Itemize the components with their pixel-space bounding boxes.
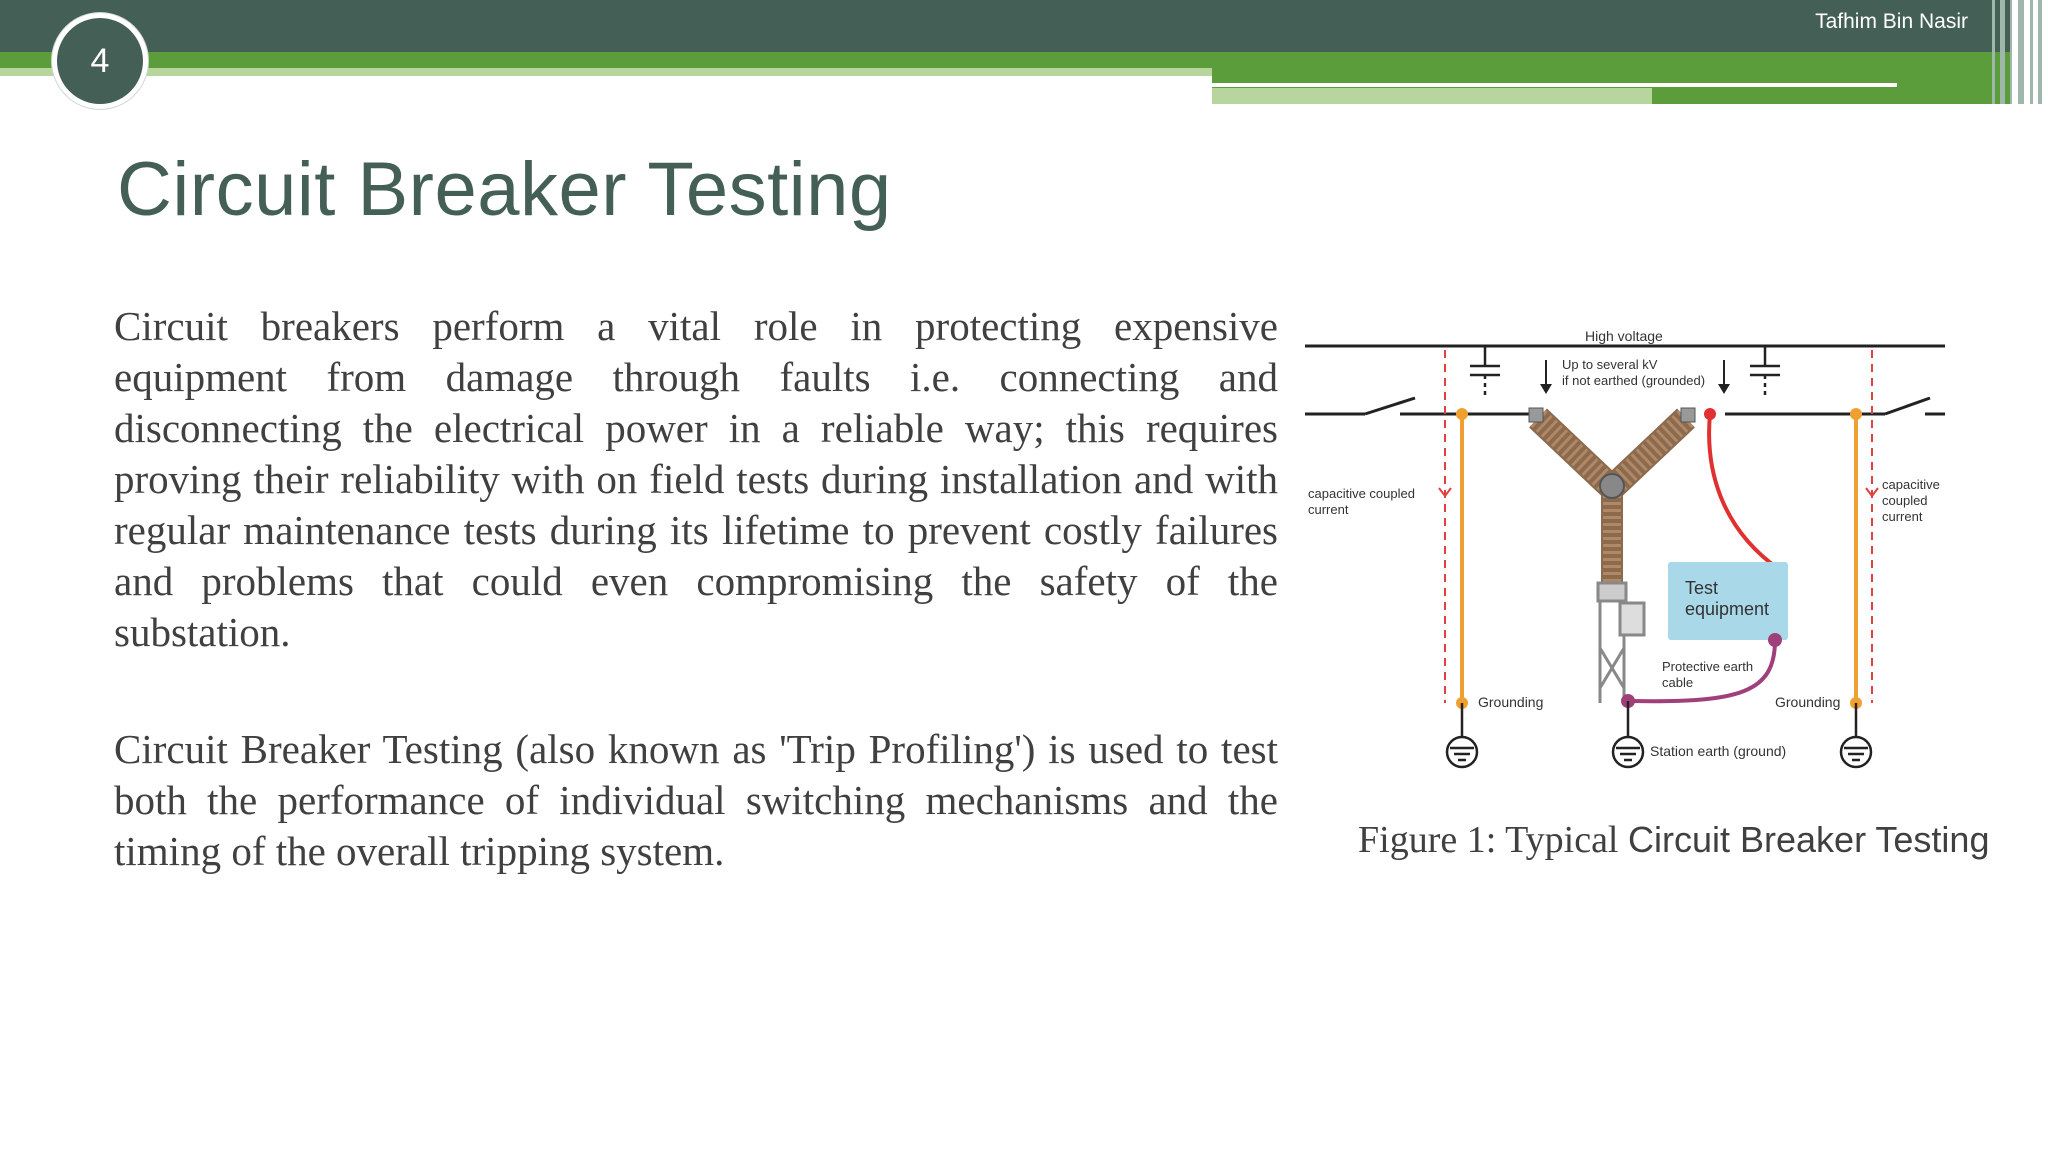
circuit-breaker-test-diagram (1300, 318, 1950, 778)
label-high-voltage: High voltage (1585, 328, 1663, 344)
label-grounding-right: Grounding (1775, 694, 1841, 710)
label-test-1: Test (1685, 578, 1719, 598)
label-kv-line1: Up to several kV (1562, 357, 1658, 372)
header-right-light-band (1212, 88, 1652, 104)
slide-number-badge: 4 (52, 13, 148, 109)
label-test-2: equipment (1685, 599, 1770, 619)
header-bar (0, 0, 2010, 52)
label-protective-earth-2: cable (1662, 675, 1694, 690)
label-protective-earth-1: Protective earth (1662, 659, 1754, 674)
figure-caption (1358, 818, 1989, 862)
paragraph-2: Circuit Breaker Testing (also known as 'Trip Profiling') is used to test both the performance of individual switching mechanisms and the timing of the overall tripping system. (114, 726, 1278, 874)
label-capacitive-right-3: current (1882, 509, 1923, 524)
slide-title: Circuit Breaker Testing (117, 147, 892, 232)
label-capacitive-left-1: capacitive coupled (1308, 486, 1415, 501)
label-capacitive-right-2: coupled (1882, 493, 1928, 508)
label-kv-line2: if not earthed (grounded) (1562, 373, 1706, 388)
label-capacitive-left-2: current (1308, 502, 1349, 517)
caption-prefix: Figure 1: Typical (1358, 819, 1619, 861)
header-edge-stripes (1988, 0, 2048, 104)
header-accent-stripe (0, 52, 2010, 68)
label-grounding-left: Grounding (1478, 694, 1544, 710)
header-right-white-line (1212, 83, 1897, 87)
caption-rest: Circuit Breaker Testing (1628, 819, 1990, 860)
label-station-earth: Station earth (ground) (1650, 743, 1787, 759)
label-capacitive-right-1: capacitive (1882, 477, 1940, 492)
paragraph-1: Circuit breakers perform a vital role in protecting expensive equipment from damage through faults i.e. connecting and disconnecting the electrical power in a reliable way; this requires proving their reliability with on field tests during installation and with regular maintenance tests during its lifetime to prevent costly failures and problems that could even compromising the safety of the substation. (114, 303, 1278, 655)
author-name: Tafhim Bin Nasir (1815, 10, 1968, 33)
header-light-stripe (0, 68, 1212, 76)
